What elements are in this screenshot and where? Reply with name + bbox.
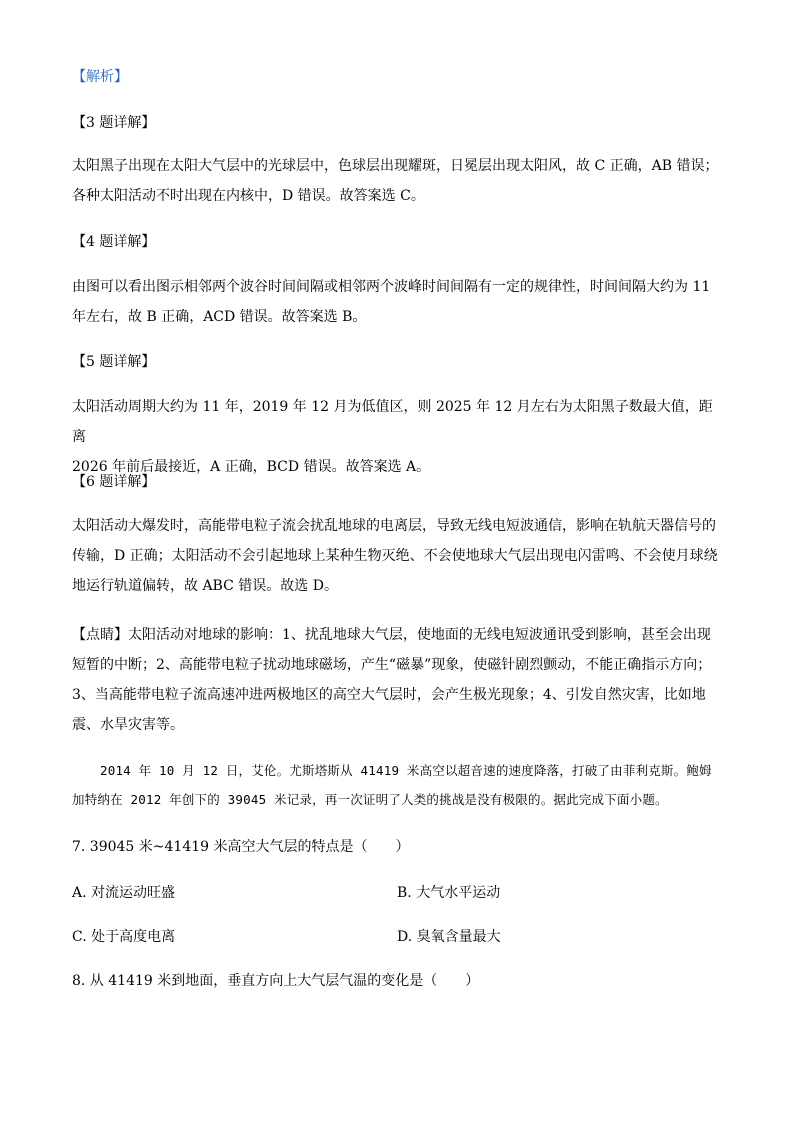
q6-heading: 【6 题详解】 [72,474,156,490]
question-7-option-b: B. 大气水平运动 [397,885,501,901]
question-7-option-a: A. 对流运动旺盛 [72,885,176,901]
q3-body [72,151,722,211]
key-point-line-4: 震、水旱灾害等。 [72,717,184,733]
key-point-line-2: 短暂的中断；2、高能带电粒子扰动地球磁场，产生“磁暴”现象，使磁针剧烈颤动，不能正确指示方向； [72,657,712,673]
key-point-block [72,620,722,740]
q6-line-1: 太阳活动大爆发时，高能带电粒子流会扰乱地球的电离层，导致无线电短波通信，影响在轨航天器信号的 [72,518,716,534]
q4-line-2: 年左右，故 B 正确，ACD 错误。故答案选 B。 [72,309,367,325]
q3-line-2: 各种太阳活动不时出现在内核中，D 错误。故答案选 C。 [72,188,425,204]
q3-heading: 【3 题详解】 [72,115,156,131]
question-8-stem: 8. 从 41419 米到地面，垂直方向上大气层气温的变化是（ ） [72,973,480,989]
passage-line-2: 加特纳在 2012 年创下的 39045 米记录，再一次证明了人类的挑战是没有极限的。据此完成下面小题。 [72,792,668,807]
q5-heading: 【5 题详解】 [72,354,156,370]
key-point-label: 【点睛】 [72,627,128,643]
analysis-heading: 【解析】 [72,69,128,85]
q4-body [72,272,722,332]
q5-line-1: 太阳活动周期大约为 11 年，2019 年 12 月为低值区，则 2025 年 12 月左右为太阳黑子数最大值，距离 [72,399,713,445]
question-7-option-c: C. 处于高度电离 [72,929,176,945]
reading-passage [72,756,722,814]
q4-heading: 【4 题详解】 [72,234,156,250]
question-7-stem: 7. 39045 米~41419 米高空大气层的特点是（ ） [72,839,410,855]
q4-line-1: 由图可以看出图示相邻两个波谷时间间隔或相邻两个波峰时间间隔有一定的规律性，时间间隔大约为 11 [72,279,711,295]
q3-line-1: 太阳黑子出现在太阳大气层中的光球层中，色球层出现耀斑，日冕层出现太阳风，故 C 正确，AB 错误； [72,158,719,174]
passage-line-1: 2014 年 10 月 12 日，艾伦。尤斯塔斯从 41419 米高空以超音速的速度降落，打破了由菲利克斯。鲍姆 [100,763,712,778]
key-point-line-3: 3、当高能带电粒子流高速冲进两极地区的高空大气层时，会产生极光现象；4、引发自然灾害，比如地 [72,687,706,703]
q5-line-2: 2026 年前后最接近，A 正确，BCD 错误。故答案选 A。 [72,459,431,475]
q6-line-2: 传输，D 正确；太阳活动不会引起地球上某种生物灭绝、不会使地球大气层出现电闪雷鸣、不会使月球绕 [72,548,718,564]
q6-body [72,511,722,601]
question-7-option-d: D. 臭氧含量最大 [397,929,501,945]
q6-line-3: 地运行轨道偏转，故 ABC 错误。故选 D。 [72,578,338,594]
key-point-line-1 [72,620,722,650]
key-point-text-1: 太阳活动对地球的影响：1、扰乱地球大气层，使地面的无线电短波通讯受到影响，甚至会出现 [128,627,711,643]
